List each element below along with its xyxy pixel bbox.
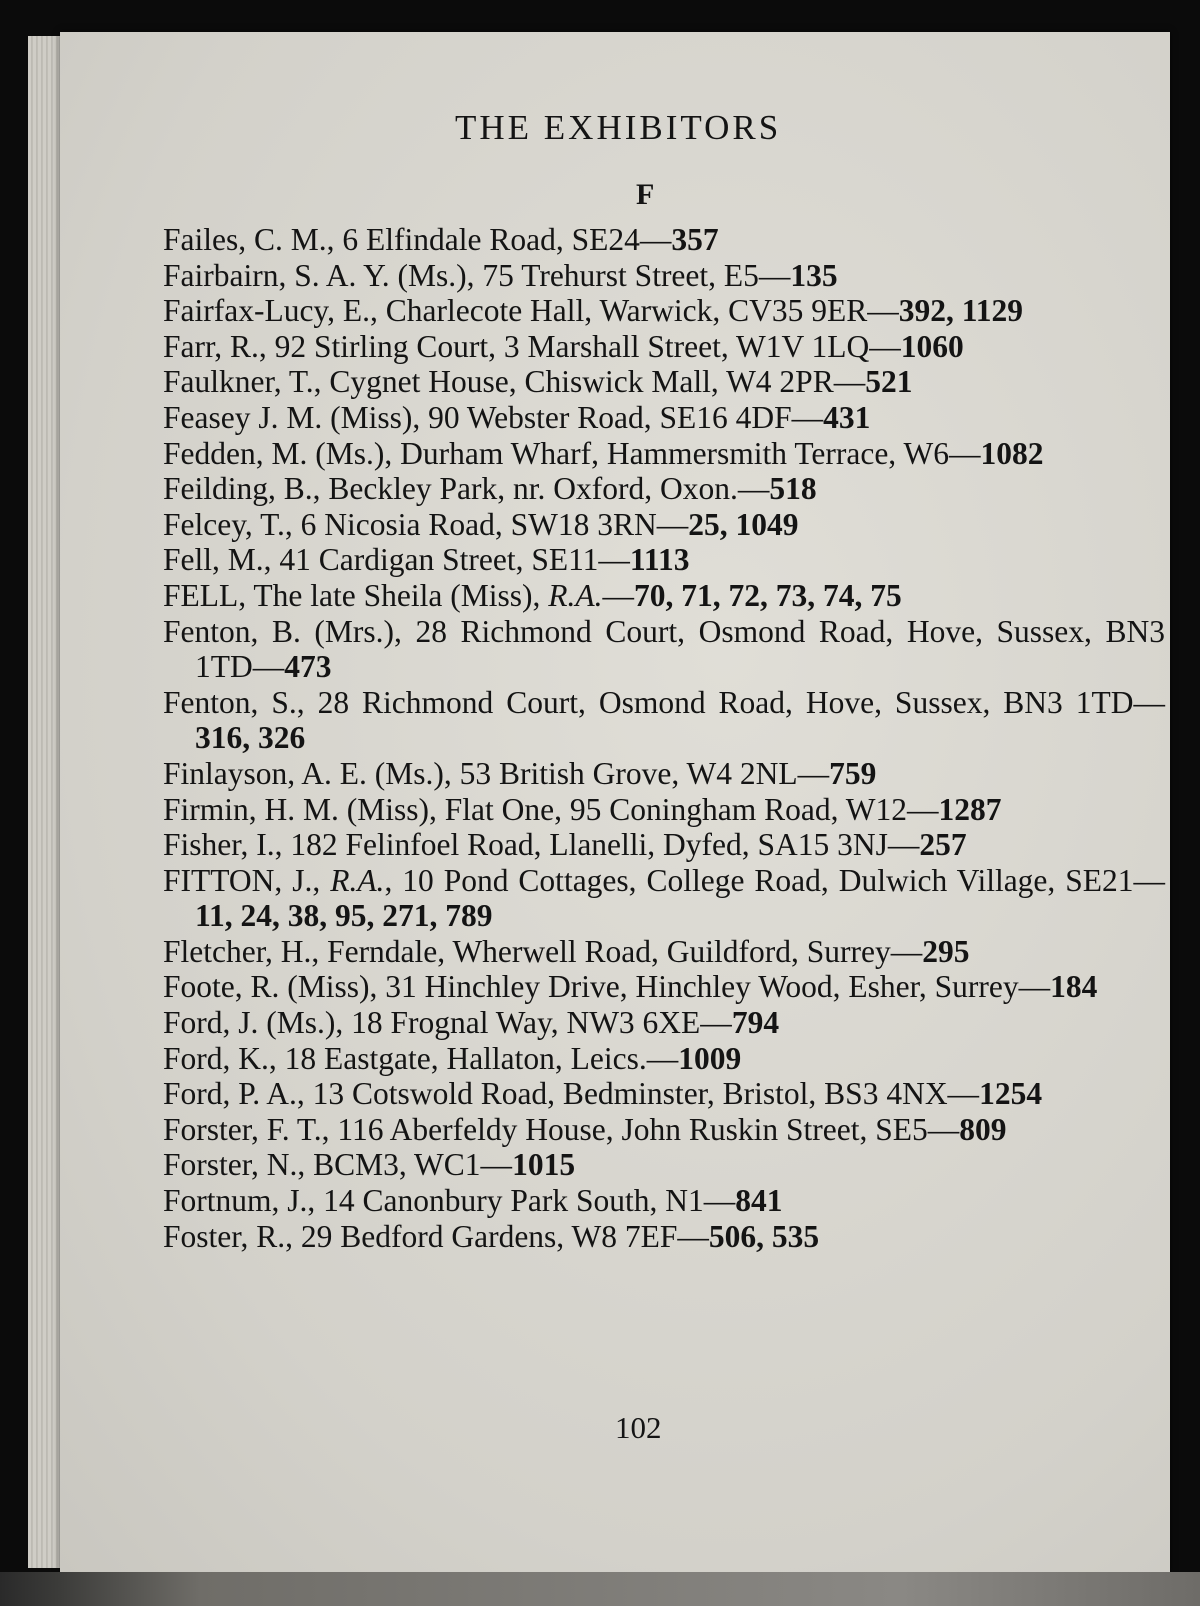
exhibitor-entry: Failes, C. M., 6 Elfindale Road, SE24—357 — [163, 222, 719, 257]
exhibitor-entry: Felcey, T., 6 Nicosia Road, SW18 3RN—25, 1049 — [163, 506, 799, 542]
exhibitor-entry: Finlayson, A. E. (Ms.), 53 British Grove, W4 2NL—759 — [163, 755, 877, 791]
exhibitor-entry: FELL, The late Sheila (Miss), R.A.—70, 71, 72, 73, 74, 75 — [163, 577, 902, 613]
page-header: THE EXHIBITORS — [455, 108, 782, 147]
exhibitor-entry: FITTON, J., R.A., 10 Pond Cottages, College Road, Dulwich Village, SE21—11, 24, 38, 95, 271, 789 — [163, 862, 1165, 934]
exhibitor-entry: Ford, J. (Ms.), 18 Frognal Way, NW3 6XE—794 — [163, 1005, 780, 1041]
exhibitor-entry: Fenton, B. (Mrs.), 28 Richmond Court, Osmond Road, Hove, Sussex, BN3 1TD—473 — [163, 613, 1165, 685]
exhibitor-list — [163, 222, 1163, 1254]
exhibitor-entry: Ford, K., 18 Eastgate, Hallaton, Leics.—1009 — [163, 1040, 742, 1076]
exhibitor-entry: Feasey J. M. (Miss), 90 Webster Road, SE16 4DF—431 — [163, 399, 871, 435]
bottom-edge — [0, 1572, 1200, 1606]
page-number: 102 — [615, 1410, 662, 1445]
exhibitor-entry: Foster, R., 29 Bedford Gardens, W8 7EF—506, 535 — [163, 1218, 820, 1254]
exhibitor-entry: Fairfax-Lucy, E., Charlecote Hall, Warwick, CV35 9ER—392, 1129 — [163, 293, 1024, 329]
exhibitor-entry: Fenton, S., 28 Richmond Court, Osmond Road, Hove, Sussex, BN3 1TD—316, 326 — [163, 684, 1165, 756]
exhibitor-entry: Farr, R., 92 Stirling Court, 3 Marshall Street, W1V 1LQ—1060 — [163, 328, 964, 364]
exhibitor-entry: Firmin, H. M. (Miss), Flat One, 95 Coningham Road, W12—1287 — [163, 791, 1002, 827]
section-letter: F — [636, 178, 655, 211]
exhibitor-entry: Fedden, M. (Ms.), Durham Wharf, Hammersmith Terrace, W6—1082 — [163, 435, 1044, 471]
exhibitor-entry: Forster, F. T., 116 Aberfeldy House, John Ruskin Street, SE5—809 — [163, 1111, 1007, 1147]
exhibitor-entry: Fisher, I., 182 Felinfoel Road, Llanelli, Dyfed, SA15 3NJ—257 — [163, 827, 967, 863]
exhibitor-entry: Fell, M., 41 Cardigan Street, SE11—1113 — [163, 542, 690, 578]
exhibitor-entry: Ford, P. A., 13 Cotswold Road, Bedminster, Bristol, BS3 4NX—1254 — [163, 1076, 1043, 1112]
exhibitor-entry: Foote, R. (Miss), 31 Hinchley Drive, Hinchley Wood, Esher, Surrey—184 — [163, 969, 1098, 1005]
exhibitor-entry: Forster, N., BCM3, WC1—1015 — [163, 1147, 576, 1183]
exhibitor-entry: Feilding, B., Beckley Park, nr. Oxford, Oxon.—518 — [163, 471, 817, 507]
exhibitor-entry: Fortnum, J., 14 Canonbury Park South, N1—841 — [163, 1183, 783, 1219]
exhibitor-entry: Faulkner, T., Cygnet House, Chiswick Mall, W4 2PR—521 — [163, 364, 913, 400]
exhibitor-entry: Fletcher, H., Ferndale, Wherwell Road, Guildford, Surrey—295 — [163, 933, 970, 969]
exhibitor-entry: Fairbairn, S. A. Y. (Ms.), 75 Trehurst Street, E5—135 — [163, 257, 838, 293]
